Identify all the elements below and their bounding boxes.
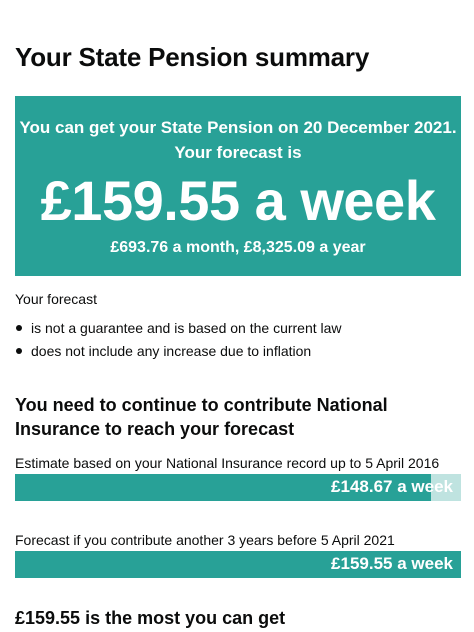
list-item: does not include any increase due to inflation (15, 341, 342, 364)
pension-date-text: You can get your State Pension on 20 December 2021. (19, 118, 457, 137)
forecast-bar (15, 551, 461, 578)
forecast-intro-text: Your forecast is (174, 143, 302, 162)
estimate-bar (15, 474, 461, 501)
estimate-label: Estimate based on your National Insurance record up to 5 April 2016 (15, 455, 440, 471)
forecast-bar-value: £159.55 a week (331, 554, 453, 573)
contribute-heading: You need to continue to contribute National Insurance to reach your forecast (15, 395, 388, 439)
forecast-panel (15, 96, 461, 276)
forecast-label: Your forecast (15, 291, 97, 307)
weekly-amount: £159.55 a week (40, 169, 436, 232)
forecast-conditions-list (15, 318, 342, 364)
list-item: is not a guarantee and is based on the current law (15, 318, 342, 341)
estimate-bar-value: £148.67 a week (331, 477, 453, 496)
most-you-can-get-heading: £159.55 is the most you can get (15, 608, 286, 628)
page-title: Your State Pension summary (15, 42, 370, 72)
forecast-contribute-label: Forecast if you contribute another 3 years before 5 April 2021 (15, 532, 395, 548)
monthly-yearly-amount: £693.76 a month, £8,325.09 a year (110, 239, 366, 256)
